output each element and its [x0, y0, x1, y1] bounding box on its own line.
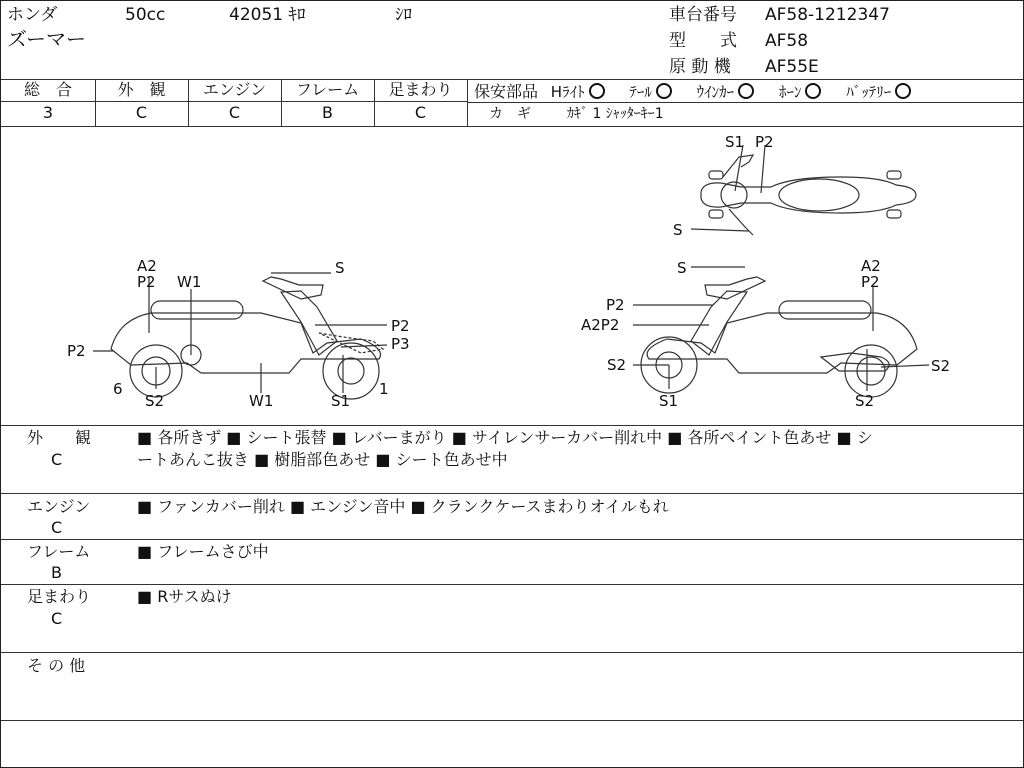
diagram-label: P2 [391, 317, 410, 335]
maker: ホンダ [7, 5, 58, 25]
diagram-label: S1 [331, 392, 351, 410]
engine-cc: 50cc [125, 5, 166, 25]
ok-circle-icon [895, 83, 911, 99]
left-view-scooter [93, 273, 387, 399]
engine-label: 原 動 機 [669, 57, 731, 77]
divider [1, 425, 1023, 426]
diagram-label: A2 [137, 257, 157, 275]
diagram-label: S [677, 259, 687, 277]
diagram-label: S2 [145, 392, 165, 410]
mileage: 42051 ｷﾛ [229, 5, 306, 25]
engine-value: AF55E [765, 57, 819, 77]
suspension-grade-label: 足まわり [388, 80, 453, 99]
remark-grade-engine: C [51, 518, 63, 537]
remark-title-exterior: 外 観 [27, 428, 92, 447]
remark-line: ■ Rサスぬけ [137, 587, 232, 606]
color: ｼﾛ [395, 5, 412, 25]
diagram-label: W1 [177, 273, 202, 291]
engine-grade: C [228, 103, 241, 122]
divider [1, 493, 1023, 494]
frame-grade-label: フレーム [295, 80, 360, 99]
ok-circle-icon [805, 83, 821, 99]
remark-title-other: そ の 他 [27, 656, 86, 675]
top-view-scooter [691, 145, 916, 235]
diagram-label: S2 [607, 356, 627, 374]
divider [1, 652, 1023, 653]
divider [1, 539, 1023, 540]
safety-item-winker: ｳｲﾝｶｰ [696, 83, 735, 101]
remark-line: ■ ファンカバー削れ ■ エンジン音中 ■ クランクケースまわりオイルもれ [137, 497, 669, 516]
diagram-label: P2 [606, 296, 625, 314]
ok-circle-icon [738, 83, 754, 99]
diagram-label: P3 [391, 335, 410, 353]
diagram-label: A2 [861, 257, 881, 275]
type-value: AF58 [765, 31, 809, 51]
exterior-label: 外 観 [117, 80, 166, 99]
type-label: 型 式 [669, 31, 737, 51]
suspension-grade: C [414, 103, 427, 122]
remark-line: ■ フレームさび中 [137, 542, 269, 561]
diagram-label: S1 [659, 392, 679, 410]
remark-grade-suspension: C [51, 609, 63, 628]
diagram-label: P2 [137, 273, 156, 291]
remark-title-frame: フレーム [27, 542, 91, 561]
diagram-label: A2P2 [581, 316, 620, 334]
remark-title-engine: エンジン [27, 497, 91, 516]
diagram-label: S2 [855, 392, 875, 410]
divider [1, 720, 1023, 721]
diagram-label: P2 [67, 342, 86, 360]
overall-label: 総 合 [23, 80, 72, 99]
remark-grade-frame: B [51, 563, 62, 582]
safety-item-tail: ﾃｰﾙ [629, 83, 652, 101]
diagram-label: 1 [379, 380, 389, 398]
safety-parts-row [474, 83, 917, 100]
safety-item-battery: ﾊﾞｯﾃﾘｰ [846, 83, 892, 101]
damage-diagram [1, 127, 1023, 425]
diagram-label: S [335, 259, 345, 277]
diagram-label: S2 [931, 357, 951, 375]
frame-grade: B [322, 103, 333, 122]
remark-grade-exterior: C [51, 450, 63, 469]
diagram-label: W1 [249, 392, 274, 410]
divider [467, 102, 1023, 103]
ok-circle-icon [589, 83, 605, 99]
frame-no-label: 車台番号 [669, 5, 737, 25]
key-value: ｶｷﾞ 1 ｼｬｯﾀｰｷｰ1 [567, 106, 664, 122]
safety-label: 保安部品 [474, 82, 539, 101]
engine-grade-label: エンジン [202, 80, 267, 99]
diagram-label: S [673, 221, 683, 239]
exterior-grade: C [135, 103, 148, 122]
diagram-label: P2 [755, 133, 774, 151]
diagram-label: S1 [725, 133, 745, 151]
safety-item-headlight: Hﾗｲﾄ [550, 83, 585, 101]
frame-no: AF58-1212347 [765, 5, 890, 25]
overall-grade: 3 [42, 103, 54, 122]
key-label: カ ギ [489, 106, 531, 122]
ok-circle-icon [656, 83, 672, 99]
remark-line: ートあんこ抜き ■ 樹脂部色あせ ■ シート色あせ中 [137, 450, 508, 469]
diagram-label: P2 [861, 273, 880, 291]
safety-item-horn: ﾎｰﾝ [778, 83, 802, 101]
divider [1, 101, 467, 102]
diagram-label: 6 [113, 380, 123, 398]
remark-title-suspension: 足まわり [27, 587, 92, 606]
model-name: ズーマー [7, 27, 86, 51]
right-view-scooter [633, 267, 929, 397]
divider [1, 584, 1023, 585]
remark-line: ■ 各所きず ■ シート張替 ■ レバーまがり ■ サイレンサーカバー削れ中 ■ 各所ペイント色あせ ■ シ [137, 428, 873, 447]
